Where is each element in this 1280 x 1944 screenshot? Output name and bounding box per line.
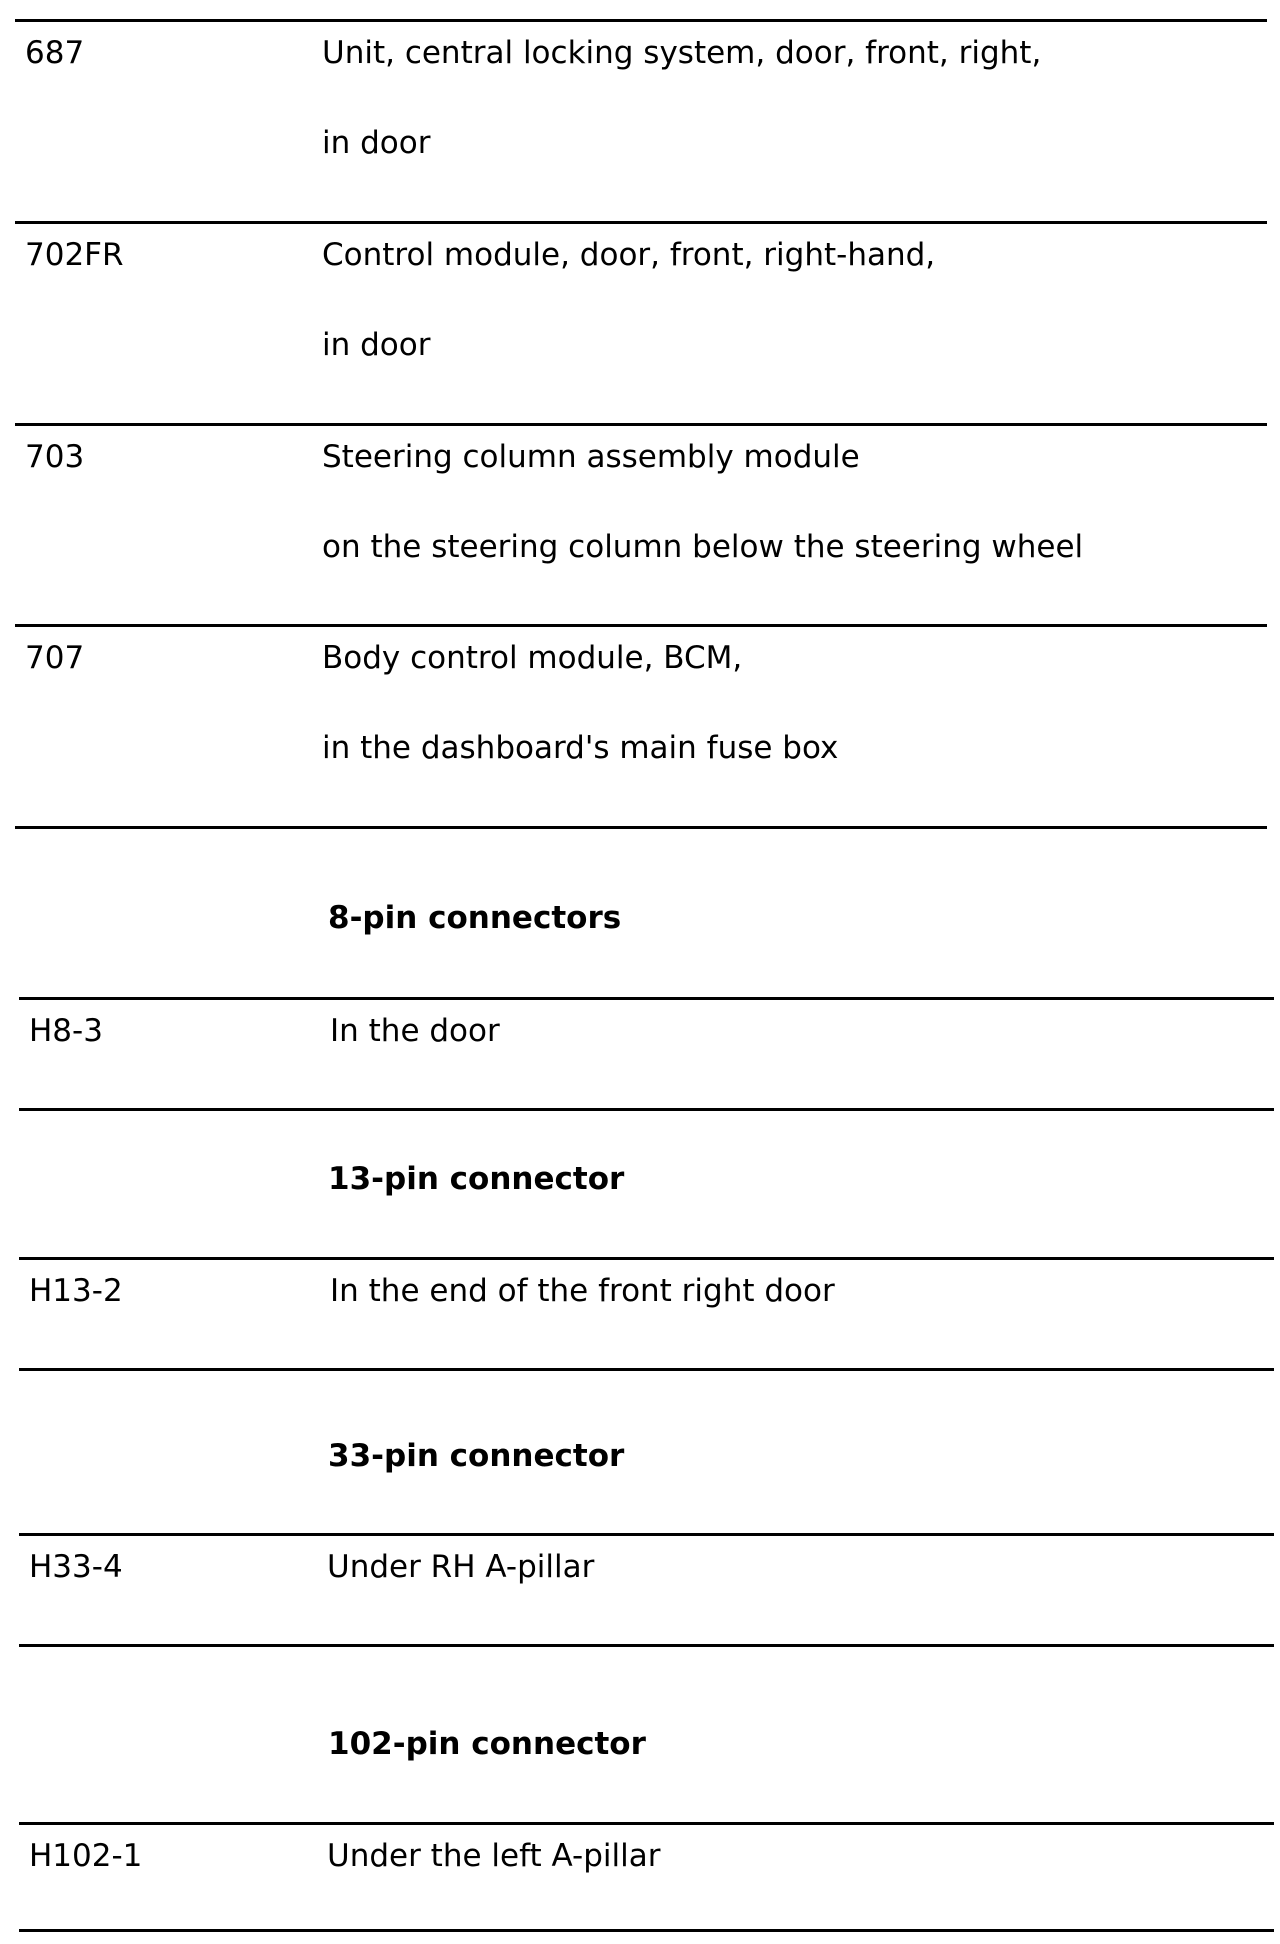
component-code: 687 — [25, 35, 85, 71]
divider — [19, 1108, 1274, 1111]
connector-location: Under RH A-pillar — [327, 1549, 595, 1585]
component-code: 702FR — [25, 237, 124, 273]
component-location: in the dashboard's main fuse box — [322, 730, 839, 766]
divider — [19, 1929, 1274, 1932]
divider — [19, 1257, 1274, 1260]
component-location: on the steering column below the steering wheel — [322, 529, 1084, 565]
component-description: Body control module, BCM, — [322, 640, 743, 676]
divider — [15, 826, 1267, 829]
component-location: in door — [322, 125, 431, 161]
section-heading: 102-pin connector — [328, 1726, 646, 1762]
component-description: Steering column assembly module — [322, 439, 860, 475]
section-heading: 8-pin connectors — [328, 900, 622, 936]
divider — [19, 1822, 1274, 1825]
divider — [15, 221, 1267, 224]
divider — [15, 19, 1267, 22]
component-code: 707 — [25, 640, 85, 676]
component-description: Control module, door, front, right-hand, — [322, 237, 936, 273]
divider — [19, 997, 1274, 1000]
connector-location: In the door — [330, 1013, 500, 1049]
divider — [19, 1368, 1274, 1371]
divider — [19, 1533, 1274, 1536]
connector-location: In the end of the front right door — [330, 1273, 835, 1309]
component-description: Unit, central locking system, door, front, right, — [322, 35, 1042, 71]
section-heading: 33-pin connector — [328, 1438, 625, 1474]
connector-code: H33-4 — [29, 1549, 123, 1585]
divider — [19, 1644, 1274, 1647]
connector-code: H13-2 — [29, 1273, 123, 1309]
divider — [15, 624, 1267, 627]
divider — [15, 423, 1267, 426]
section-heading: 13-pin connector — [328, 1161, 625, 1197]
component-location: in door — [322, 327, 431, 363]
connector-location: Under the left A-pillar — [327, 1838, 661, 1874]
connector-code: H102-1 — [29, 1838, 143, 1874]
component-code: 703 — [25, 439, 85, 475]
connector-code: H8-3 — [29, 1013, 103, 1049]
